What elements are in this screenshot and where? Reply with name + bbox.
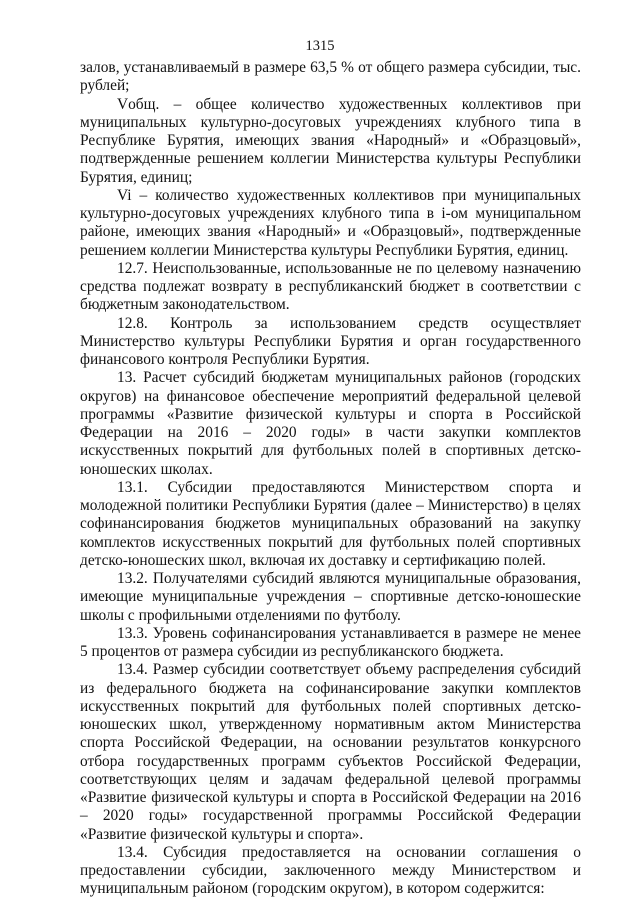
paragraph-13-1: 13.1. Субсидии предоставляются Министерством спорта и молодежной политики Республики Бурятия (далее – Министерство) в целях софинансирования бюджетов муниципальных образований на закупку комплектов искусственных покрытий для футбольных полей спортивных детско-юношеских школ, включая их доставку и сертификацию полей. — [80, 478, 581, 569]
paragraph-vi-definition: Vi – количество художественных коллективов при муниципальных культурно-досуговых учреждениях клубного типа в i-ом муниципальном районе, имеющих звания «Народный» и «Образцовый», подтвержденные решением коллегии Министерства культуры Республики Бурятия, единиц. — [80, 186, 581, 259]
paragraph-13-3: 13.3. Уровень софинансирования устанавливается в размере не менее 5 процентов от размера субсидии из республиканского бюджета. — [80, 624, 581, 660]
paragraph-continuation: залов, устанавливаемый в размере 63,5 % от общего размера субсидии, тыс. рублей; — [80, 59, 581, 95]
paragraph-vtotal-definition: Vобщ. – общее количество художественных коллективов при муниципальных культурно-досуговых учреждениях клубного типа в Республике Бурятия, имеющих звания «Народный» и «Образцовый», подтвержденные решением коллегии Министерства культуры Республики Бурятия, единиц; — [80, 95, 581, 186]
page-number: 1315 — [305, 38, 335, 54]
document-body — [80, 59, 581, 899]
paragraph-13: 13. Расчет субсидий бюджетам муниципальных районов (городских округов) на финансовое обеспечение мероприятий федеральной целевой программы «Развитие физической культуры и спорта в Российской Федерации на 2016 – 2020 годы» в части закупки комплектов искусственных покрытий для футбольных полей в спортивных детско-юношеских школах. — [80, 369, 581, 478]
paragraph-13-4-agreement: 13.4. Субсидия предоставляется на основании соглашения о предоставлении субсидии, заключенного между Министерством и муниципальным районом (городским округом), в котором содержится: — [80, 843, 581, 898]
paragraph-12-8: 12.8. Контроль за использованием средств осуществляет Министерство культуры Республики Бурятия и орган государственного финансового контроля Республики Бурятия. — [80, 314, 581, 368]
paragraph-12-7: 12.7. Неиспользованные, использованные не по целевому назначению средства подлежат возврату в республиканский бюджет в соответствии с бюджетным законодательством. — [80, 259, 581, 314]
paragraph-13-4-size: 13.4. Размер субсидии соответствует объему распределения субсидий из федерального бюджета на софинансирование закупки комплектов искусственных покрытий для футбольных полей спортивных детско-юношеских школ, утвержденному нормативным актом Министерства спорта Российской Федерации, на основании результатов конкурсного отбора государственных программ субъектов Российской Федерации, соответствующих целям и задачам федеральной целевой программы «Развитие физической культуры и спорта в Российской Федерации на 2016 – 2020 годы» государственной программы Российской Федерации «Развитие физической культуры и спорта». — [80, 661, 581, 843]
paragraph-13-2: 13.2. Получателями субсидий являются муниципальные образования, имеющие муниципальные учреждения – спортивные детско-юношеские школы с профильными отделениями по футболу. — [80, 570, 581, 624]
